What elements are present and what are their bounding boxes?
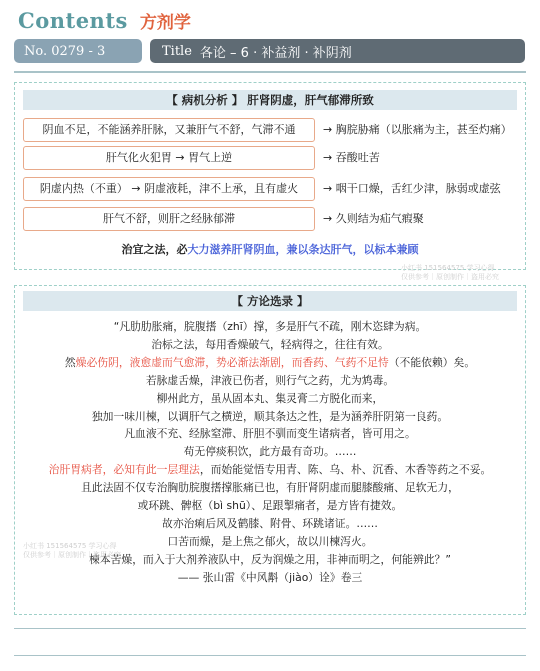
- divider-mid: [14, 628, 526, 629]
- page-number: No. 0279 - 3: [24, 43, 106, 59]
- treatment-summary: [15, 241, 525, 257]
- analysis-panel: [14, 82, 526, 281]
- effect-text: → 胸脘胁痛（以胀痛为主，甚至灼痛）: [323, 123, 512, 136]
- brand-title: Contents: [18, 8, 128, 33]
- page-header: [18, 8, 191, 36]
- title-pill: [150, 39, 525, 63]
- analysis-row: [23, 118, 519, 142]
- quote-line: “凡肋肋胀痛，脘腹搘（zhī）撑，多是肝气不疏，刚木恣肆为病。: [113, 320, 427, 333]
- title-label: Title: [162, 43, 192, 59]
- selection-heading: 【 方论选录 】: [23, 291, 517, 311]
- quote-line: 治标之法，每用香燥破气，轻病得之，往往有效。: [151, 337, 389, 351]
- selection-panel: [14, 285, 526, 615]
- watermark: 小红书 151564575 学习心得 仅供参考｜原创制作｜盗用必究: [401, 264, 499, 281]
- quote-line: 治肝胃病者，必知有此一层理法，而始能觉悟专用青、陈、乌、朴、沉香、木香等药之不妥。: [48, 463, 492, 477]
- cause-box: 阴虚内热（不重） → 阴虚液耗，津不上承，且有虚火: [23, 177, 315, 201]
- analysis-row: [23, 146, 519, 170]
- subject-title: 方剂学: [139, 13, 191, 33]
- quote-line: 且此法固不仅专治胸肋脘腹搘撑胀痛已也，有肝肾阴虚而腿膝酸痛、足软无力，: [81, 481, 459, 495]
- analysis-row: [23, 177, 519, 201]
- divider-top: [14, 71, 526, 73]
- quote-line: 凡血液不充、经脉窒滞、肝胆不驯而变生诸病者，皆可用之。: [124, 427, 416, 441]
- cause-box: 肝气化火犯胃 → 胃气上逆: [23, 146, 315, 170]
- quote-line: 楝本苦燥，而入于大剂养液队中，反为润燥之用，非神而明之，何能辨此？”: [89, 552, 451, 566]
- quote-line: 柳州此方，虽从固本丸、集灵膏二方脱化而来，: [156, 391, 384, 405]
- summary-prefix: 治宜之法，必: [121, 243, 188, 256]
- cause-box: 肝气不舒，则肝之经脉郁滞: [23, 207, 315, 231]
- quote-source: —— 张山雷《中风斠（jiào）诠》卷三: [177, 570, 363, 584]
- analysis-heading: 【 病机分析 】 肝肾阴虚，肝气郁滞所致: [23, 90, 517, 110]
- quote-line: 苟无停痰积饮，此方最有奇功。……: [183, 445, 357, 459]
- quote-line: 口苦而燥，是上焦之郁火，故以川楝泻火。: [167, 534, 373, 548]
- quote-line: 若脉虚舌燥，津液已伤者，则行气之药，尤为鸩毒。: [145, 373, 395, 387]
- summary-highlight: 大力滋养肝肾阴血，兼以条达肝气，以标本兼顾: [187, 243, 419, 256]
- effect-text: → 吞酸吐苦: [323, 151, 380, 164]
- quote-line: 独加一味川楝，以调肝气之横逆，顺其条达之性，是为涵养肝阴第一良药。: [91, 409, 449, 423]
- number-pill: [14, 39, 142, 63]
- effect-text: → 咽干口燥，舌红少津，脉弱或虚弦: [323, 182, 501, 195]
- analysis-row: [23, 207, 519, 231]
- quote-line: 故亦治痢后风及鹤膝、附骨、环跳诸证。……: [162, 516, 378, 530]
- cause-box: 阴血不足，不能涵养肝脉，又兼肝气不舒，气滞不通: [23, 118, 315, 142]
- quote-line: 然燥必伤阴，液愈虚而气愈滞，势必渐法渐剧，而香药、气药不足恃（不能依赖）矣。: [64, 355, 476, 369]
- effect-text: → 久则结为疝气瘕聚: [323, 212, 424, 225]
- quote-line: 或环跳、髀枢（bì shū）、足跟掣痛者，是方皆有捷效。: [137, 499, 403, 513]
- watermark: 小红书 151564575 学习心得 仅供参考｜原创制作｜盗用必究: [23, 542, 121, 559]
- title-text: 各论 – 6 · 补益剂 · 补阴剂: [199, 45, 352, 61]
- divider-bottom: [14, 655, 526, 656]
